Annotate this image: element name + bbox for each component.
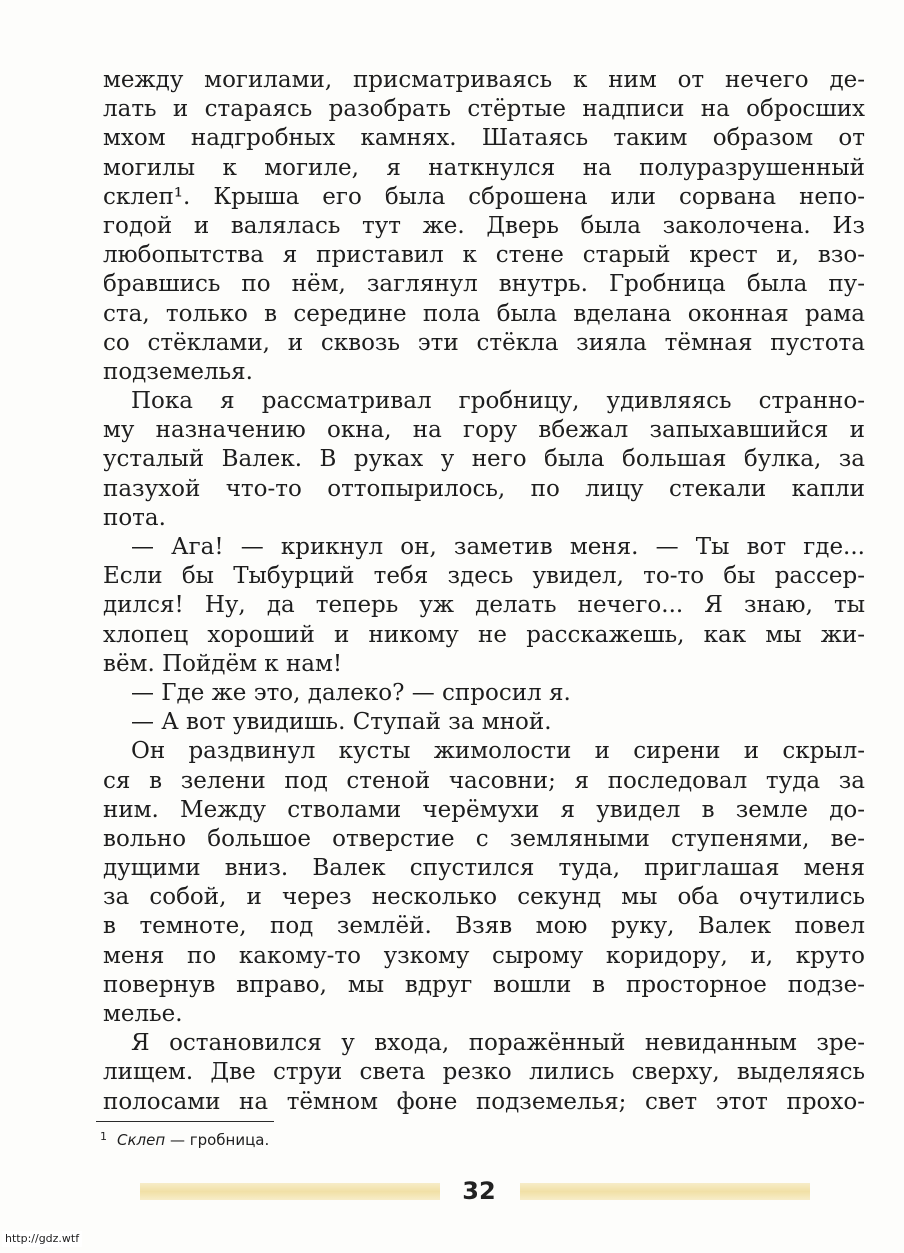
text-line: склеп¹. Крыша его была сброшена или сорвана непо-	[103, 183, 865, 210]
text-line: вём. Пойдём к нам!	[103, 650, 343, 677]
text-line: повернув вправо, мы вдруг вошли в просторное подзе-	[103, 971, 865, 998]
footnote-number: 1	[100, 1130, 107, 1143]
text-line: ним. Между стволами черёмухи я увидел в земле до-	[103, 796, 865, 823]
text-line: меня по какому-то узкому сырому коридору, и, круто	[103, 942, 865, 969]
text-line: лать и стараясь разобрать стёртые надписи на обросших	[103, 96, 865, 123]
footnote-divider	[96, 1121, 274, 1122]
footnote-term: Склеп	[117, 1131, 166, 1149]
text-line: пазухой что-то оттопырилось, по лицу стекали капли	[103, 475, 865, 502]
text-line: Пока я рассматривал гробницу, удивляясь странно-	[131, 388, 865, 415]
text-line: мхом надгробных камнях. Шатаясь таким образом от	[103, 125, 865, 152]
footnote-definition: — гробница.	[165, 1131, 270, 1149]
text-line: — А вот увидишь. Ступай за мной.	[131, 709, 552, 736]
text-line: любопытства я приставил к стене старый крест и, взо-	[103, 242, 865, 269]
text-line: годой и валялась тут же. Дверь была заколочена. Из	[103, 212, 865, 239]
text-line: — Где же это, далеко? — спросил я.	[131, 679, 571, 706]
text-line: му назначению окна, на гору вбежал запыхавшийся и	[103, 417, 865, 444]
text-line: могилы к могиле, я наткнулся на полуразрушенный	[103, 154, 865, 181]
text-line: за собой, и через несколько секунд мы оба очутились	[103, 884, 865, 911]
footnote	[100, 1126, 269, 1151]
text-line: хлопец хороший и никому не расскажешь, как мы жи-	[103, 621, 865, 648]
text-line: Если бы Тыбурций тебя здесь увидел, то-то бы рассер-	[103, 563, 865, 590]
text-line: со стёклами, и сквозь эти стёкла зияла тёмная пустота	[103, 329, 865, 356]
text-line: — Ага! — крикнул он, заметив меня. — Ты вот где...	[131, 534, 865, 560]
watermark-url: http://gdz.wtf	[2, 1231, 82, 1247]
decorative-band-right	[520, 1183, 810, 1200]
text-line: полосами на тёмном фоне подземелья; свет этот прохо-	[103, 1088, 865, 1115]
text-line: подземелья.	[103, 358, 253, 385]
decorative-band-left	[140, 1183, 440, 1200]
text-line: вольно большое отверстие с земляными ступенями, ве-	[103, 825, 865, 852]
text-line: мелье.	[103, 1001, 183, 1027]
text-line: Он раздвинул кусты жимолости и сирени и скрыл-	[131, 738, 865, 765]
text-line: пота.	[103, 504, 166, 531]
text-line: дился! Ну, да теперь уж делать нечего... Я знаю, ты	[103, 592, 865, 619]
text-line: в темноте, под землёй. Взяв мою руку, Валек повел	[103, 913, 865, 940]
body-text	[103, 66, 865, 1117]
text-line: бравшись по нём, заглянул внутрь. Гробница была пу-	[103, 271, 865, 298]
page-number: 32	[462, 1177, 496, 1205]
text-line: Я остановился у входа, поражённый невиданным зре-	[131, 1030, 865, 1057]
text-line: ста, только в середине пола была вделана оконная рама	[103, 300, 865, 327]
text-line: ся в зелени под стеной часовни; я последовал туда за	[103, 767, 865, 794]
text-line: дущими вниз. Валек спустился туда, приглашая меня	[103, 855, 865, 882]
text-line: усталый Валек. В руках у него была большая булка, за	[103, 446, 865, 473]
text-line: лищем. Две струи света резко лились сверху, выделяясь	[103, 1059, 865, 1086]
text-line: между могилами, присматриваясь к ним от нечего де-	[103, 67, 865, 93]
